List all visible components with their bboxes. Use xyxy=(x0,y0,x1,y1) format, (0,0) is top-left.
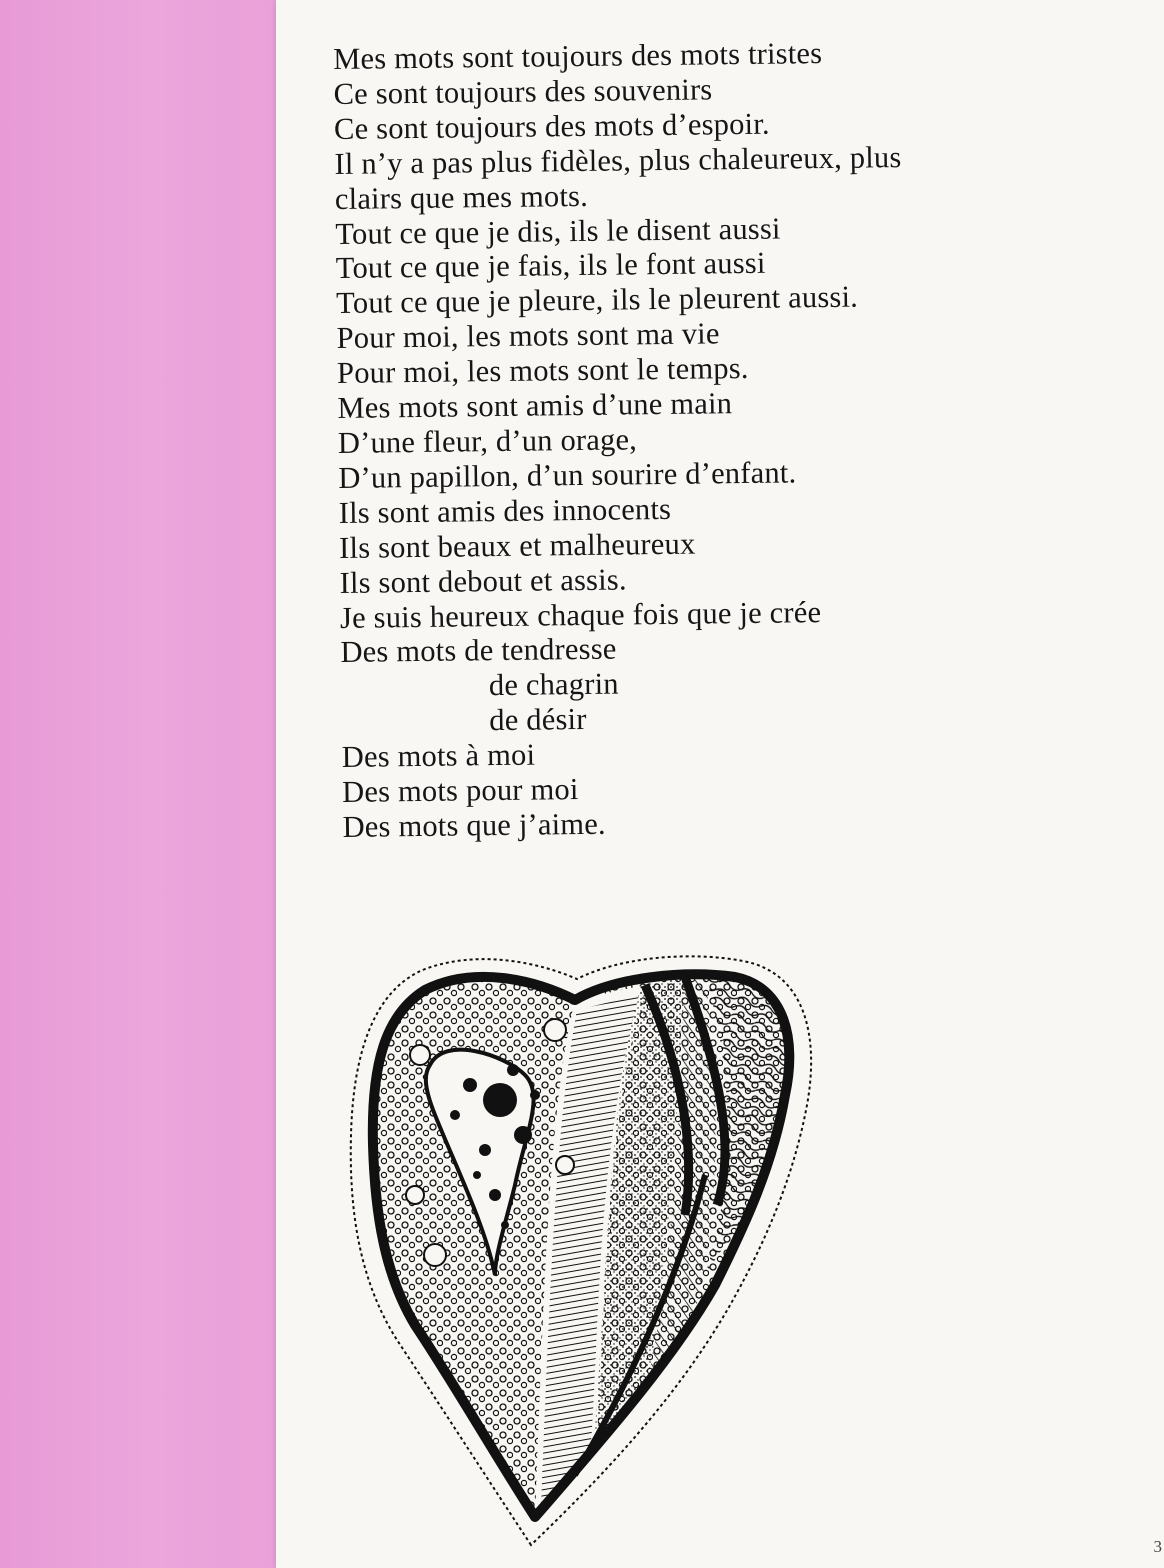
poem-line: Ce sont toujours des souvenirs xyxy=(333,72,713,111)
poem-line: Ils sont beaux et malheureux xyxy=(338,526,696,565)
poem-line: D’une fleur, d’un orage, xyxy=(337,422,638,460)
poem-line: clairs que mes mots. xyxy=(334,178,589,216)
poem-line: Des mots de tendresse xyxy=(340,631,617,670)
pink-margin-band xyxy=(0,0,296,1568)
poem-line: Des mots que j’aime. xyxy=(342,806,606,844)
page-number: 3 xyxy=(1153,1537,1162,1556)
poem-line: Tout ce que je dis, ils le disent aussi xyxy=(335,211,781,251)
poem-line: Ils sont amis des innocents xyxy=(338,491,672,530)
poem-line: Je suis heureux chaque fois que je crée xyxy=(339,594,822,635)
poem xyxy=(333,33,1063,845)
poem-line: Pour moi, les mots sont le temps. xyxy=(336,351,749,391)
poem-line: Ce sont toujours des mots d’espoir. xyxy=(333,106,770,146)
poem-line: Tout ce que je pleure, ils le pleurent aussi. xyxy=(335,279,859,321)
heart-illustration-icon xyxy=(345,955,825,1555)
poem-line: Des mots à moi xyxy=(341,737,536,775)
poem-line-indented: de désir xyxy=(489,702,587,738)
poem-line-indented: de chagrin xyxy=(488,666,619,703)
poem-line: D’un papillon, d’un sourire d’enfant. xyxy=(338,455,797,495)
poem-line: Des mots pour moi xyxy=(341,772,579,809)
poem-line: Tout ce que je fais, ils le font aussi xyxy=(335,246,766,286)
poem-line: Il n’y a pas plus fidèles, plus chaleureux, plus xyxy=(334,139,902,181)
poem-line: Ils sont debout et assis. xyxy=(339,562,627,600)
poem-line: Mes mots sont amis d’une main xyxy=(337,386,733,426)
poem-line: Mes mots sont toujours des mots tristes xyxy=(333,36,823,76)
poem-line: Pour moi, les mots sont ma vie xyxy=(336,316,720,356)
